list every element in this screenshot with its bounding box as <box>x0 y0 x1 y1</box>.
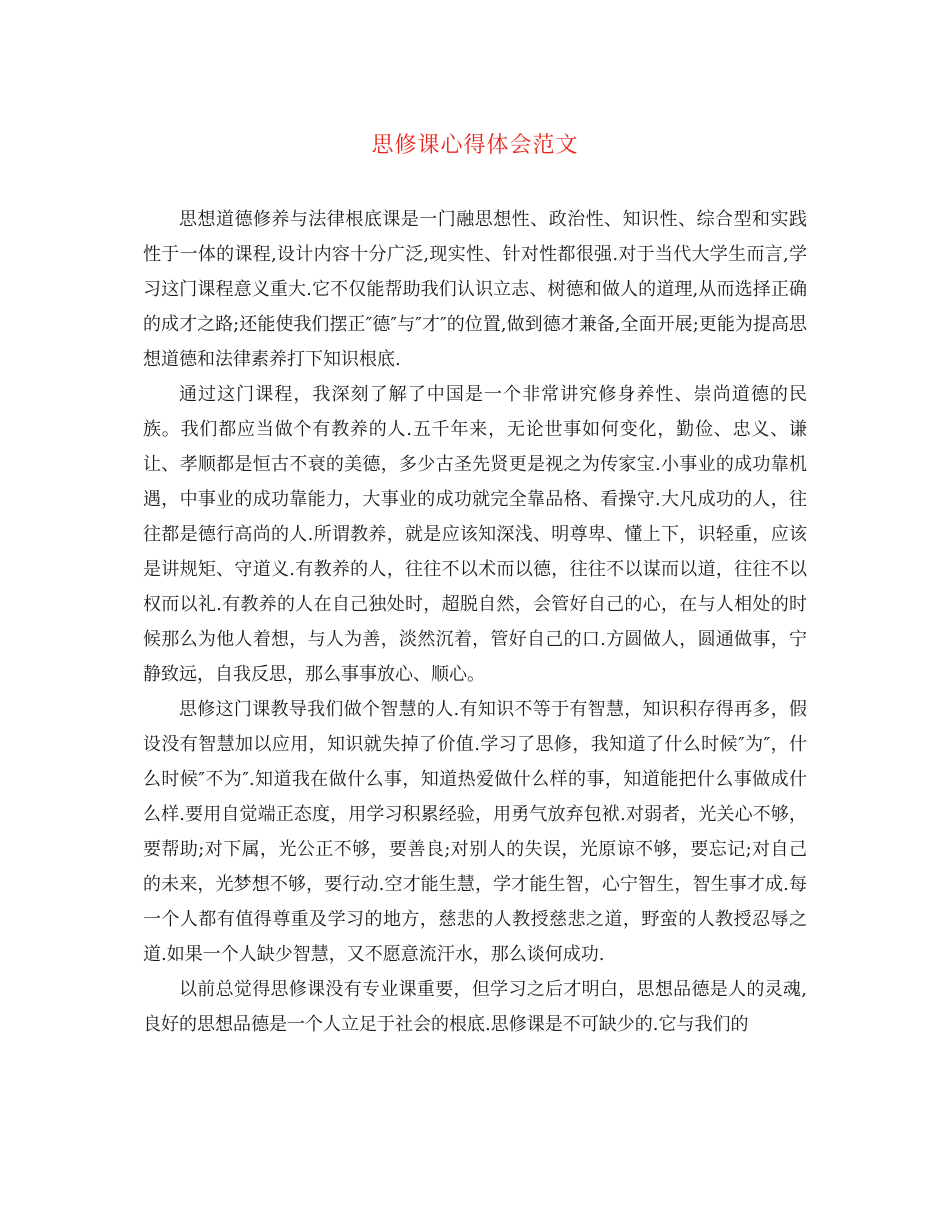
paragraph-3: 思修这门课教导我们做个智慧的人.有知识不等于有智慧，知识积存得再多，假设没有智慧加以应用，知识就失掉了价值.学习了思修，我知道了什么时候″为″，什么时候″不为″.知道我在做什么事，知道热爱做什么样的事，知道能把什么事做成什么样.要用自觉端正态度，用学习积累经验，用勇气放弃包袱.对弱者，光关心不够，要帮助;对下属，光公正不够，要善良;对别人的失误，光原谅不够，要忘记;对自己的未来，光梦想不够，要行动.空才能生慧，学才能生智，心宁智生，智生事才成.每一个人都有值得尊重及学习的地方，慈悲的人教授慈悲之道，野蛮的人教授忍辱之道.如果一个人缺少智慧，又不愿意流汗水，那么谈何成功. <box>143 699 807 965</box>
paragraph-2: 通过这门课程，我深刻了解了中国是一个非常讲究修身养性、崇尚道德的民族。我们都应当做个有教养的人.五千年来，无论世事如何变化，勤俭、忠义、谦让、孝顺都是恒古不衰的美德，多少古圣先贤更是视之为传家宝.小事业的成功靠机遇，中事业的成功靠能力，大事业的成功就完全靠品格、看操守.大凡成功的人，往往都是德行高尚的人.所谓教养，就是应该知深浅、明尊卑、懂上下，识轻重，应该是讲规矩、守道义.有教养的人，往往不以术而以德，往往不以谋而以道，往往不以权而以礼.有教养的人在自己独处时，超脱自然，会管好自己的心，在与人相处的时候那么为他人着想，与人为善，淡然沉着，管好自己的口.方圆做人，圆通做事，宁静致远，自我反思，那么事事放心、顺心。 <box>143 384 807 685</box>
paragraph-1: 思想道德修养与法律根底课是一门融思想性、政治性、知识性、综合型和实践性于一体的课程,设计内容十分广泛,现实性、针对性都很强.对于当代大学生而言,学习这门课程意义重大.它不仅能帮助我们认识立志、树德和做人的道理,从而选择正确的成才之路;还能使我们摆正″德″与″才″的位置,做到德才兼备,全面开展;更能为提高思想道德和法律素养打下知识根底. <box>143 209 807 370</box>
document-body <box>143 202 807 1042</box>
paragraph-4: 以前总觉得思修课没有专业课重要，但学习之后才明白，思想品德是人的灵魂,良好的思想品德是一个人立足于社会的根底.思修课是不可缺少的.它与我们的 <box>143 979 807 1035</box>
document-title: 思修课心得体会范文 <box>371 133 579 158</box>
